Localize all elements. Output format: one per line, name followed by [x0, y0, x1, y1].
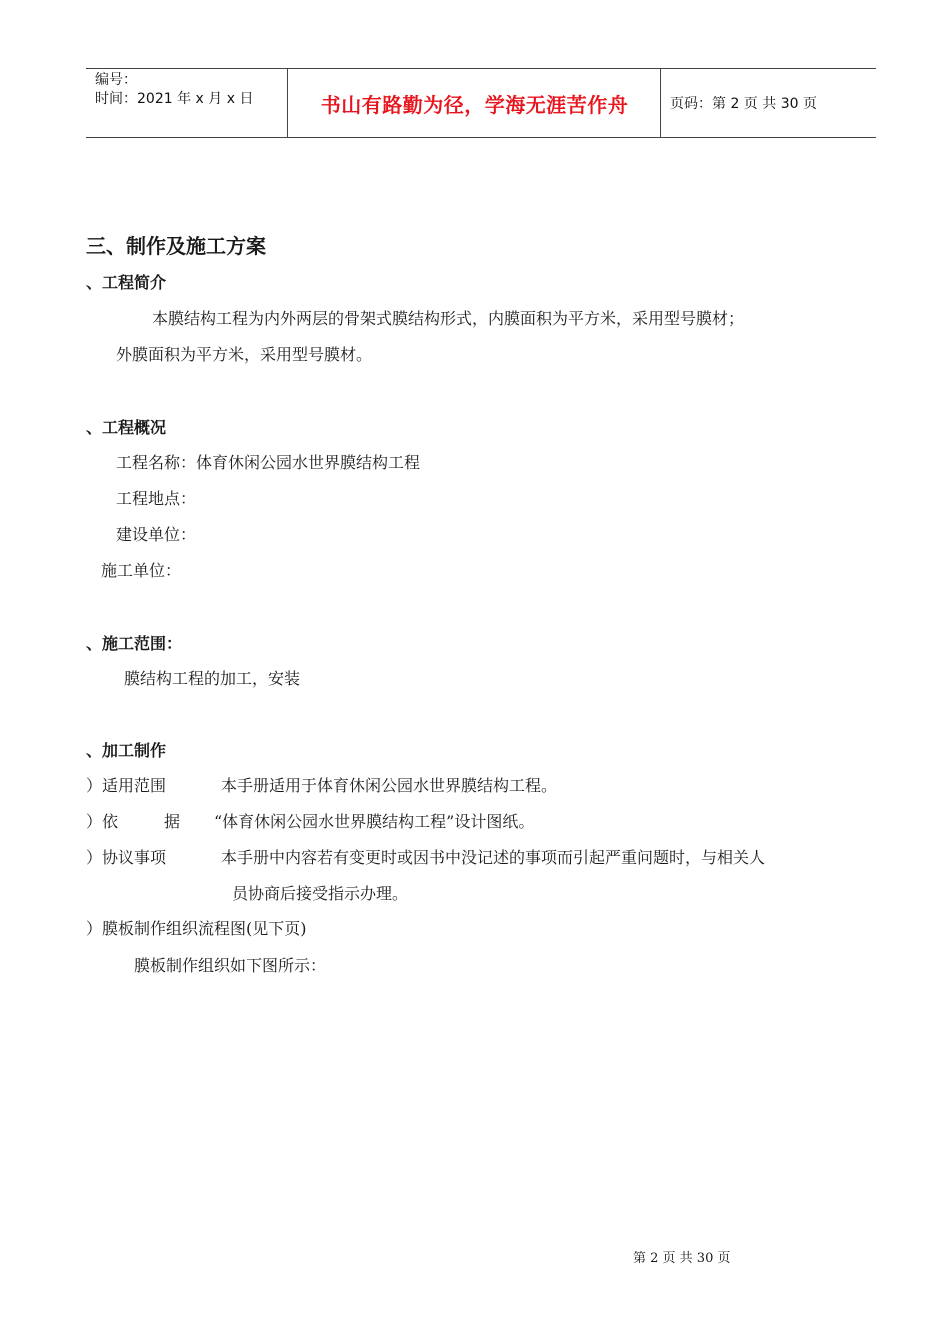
- item-label: ）适用范围: [86, 776, 167, 795]
- project-builder: 建设单位：: [116, 525, 197, 544]
- item-label: ）依: [86, 812, 119, 831]
- fabrication-heading: 、加工制作: [86, 741, 167, 760]
- document-date: 时间：2021 年 x 月 x 日: [95, 91, 254, 107]
- header-motto: 书山有路勤为径，学海无涯苦作舟: [320, 92, 629, 117]
- document-number: 编号：: [95, 72, 137, 88]
- header-meta: [95, 71, 253, 109]
- scope-text: 膜结构工程的加工，安装: [124, 669, 301, 688]
- item-label: 据: [164, 812, 181, 831]
- scope-heading: 、施工范围：: [86, 634, 183, 653]
- overview-heading: 、工程概况: [86, 418, 167, 437]
- project-name: 工程名称：体育休闲公园水世界膜结构工程: [116, 453, 421, 472]
- header-page-info: 页码：第 2 页 共 30 页: [670, 96, 817, 112]
- item-label: ）膜板制作组织流程图(见下页): [86, 919, 307, 938]
- project-location: 工程地点：: [116, 489, 197, 508]
- header-divider: [660, 69, 661, 137]
- intro-line: 外膜面积为平方米，采用型号膜材。: [116, 345, 373, 364]
- header-table: [86, 68, 876, 138]
- item-text: 本手册适用于体育休闲公园水世界膜结构工程。: [221, 776, 558, 795]
- item-label: ）协议事项: [86, 848, 167, 867]
- project-contractor: 施工单位：: [101, 561, 182, 580]
- item-text: “体育休闲公园水世界膜结构工程”设计图纸。: [214, 812, 535, 831]
- item-text: 员协商后接受指示办理。: [232, 884, 409, 903]
- intro-heading: 、工程简介: [86, 273, 167, 292]
- item-text: 本手册中内容若有变更时或因书中没记述的事项而引起严重问题时，与相关人: [221, 848, 766, 867]
- item-text: 膜板制作组织如下图所示：: [134, 956, 327, 975]
- page-footer: 第 2 页 共 30 页: [633, 1251, 731, 1266]
- section-title: 三、制作及施工方案: [86, 234, 266, 258]
- intro-line: 本膜结构工程为内外两层的骨架式膜结构形式，内膜面积为平方米，采用型号膜材；: [152, 309, 745, 328]
